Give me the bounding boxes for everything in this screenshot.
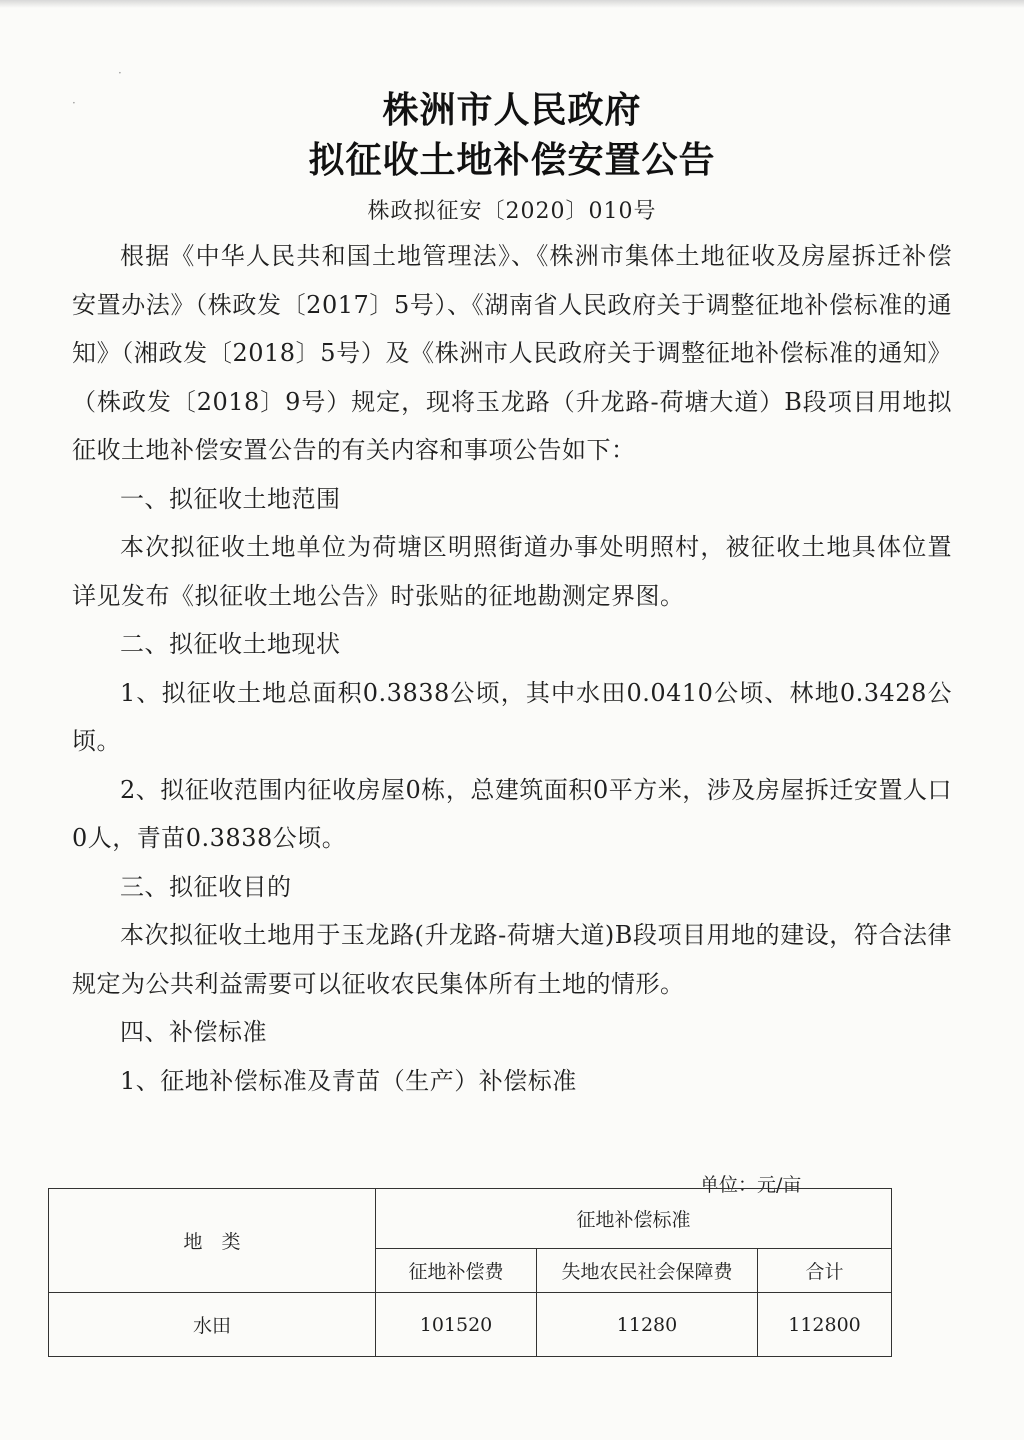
table-header-row	[49, 1189, 892, 1249]
cell-comp-fee: 101520	[376, 1293, 537, 1357]
header-social-security: 失地农民社会保障费	[537, 1249, 758, 1293]
header-land-type: 地 类	[49, 1189, 376, 1293]
notice-title: 拟征收土地补偿安置公告	[308, 140, 716, 181]
section3-heading: 三、拟征收目的	[120, 872, 292, 901]
section1-heading: 一、拟征收土地范围	[120, 484, 341, 513]
cell-social-security: 11280	[537, 1293, 758, 1357]
section1-text: 本次拟征收土地单位为荷塘区明照街道办事处明照村，被征收土地具体位置详见发布《拟征收土地公告》时张贴的征地勘测定界图。	[72, 533, 952, 610]
document-number: 株政拟征安〔2020〕010号	[367, 199, 657, 224]
scan-speck: ·	[72, 96, 76, 110]
issuer-title: 株洲市人民政府	[382, 90, 642, 131]
cell-total: 112800	[758, 1293, 892, 1357]
header-total: 合计	[758, 1249, 892, 1293]
header-comp-fee: 征地补偿费	[376, 1249, 537, 1293]
table-row	[49, 1293, 892, 1357]
section2-heading: 二、拟征收土地现状	[120, 630, 341, 658]
header-compensation-standard: 征地补偿标准	[376, 1189, 892, 1249]
notice-body	[72, 232, 952, 1105]
intro-paragraph: 根据《中华人民共和国土地管理法》、《株洲市集体土地征收及房屋拆迁补偿安置办法》（株政发〔2017〕5号）、《湖南省人民政府关于调整征地补偿标准的通知》（湘政发〔2018〕5号）及《株洲市人民政府关于调整征地补偿标准的通知》（株政发〔2018〕9号）规定，现将玉龙路（升龙路-荷塘大道）B段项目用地拟征收土地补偿安置公告的有关内容和事项公告如下：	[72, 242, 952, 464]
section2-item2: 2、拟征收范围内征收房屋0栋，总建筑面积0平方米，涉及房屋拆迁安置人口0人，青苗0.3838公顷。	[72, 775, 952, 852]
section4-item1: 1、征地补偿标准及青苗（生产）补偿标准	[120, 1066, 577, 1095]
scan-edge-shadow	[0, 0, 1024, 8]
table-unit-label: 单位：元/亩	[700, 1174, 802, 1196]
section3-text: 本次拟征收土地用于玉龙路(升龙路-荷塘大道)B段项目用地的建设，符合法律规定为公共利益需要可以征收农民集体所有土地的情形。	[72, 921, 952, 998]
scan-speck: ·	[118, 66, 122, 80]
section2-item1: 1、拟征收土地总面积0.3838公顷，其中水田0.0410公顷、林地0.3428公顷。	[72, 678, 952, 755]
compensation-table	[48, 1188, 892, 1357]
cell-land-type: 水田	[49, 1293, 376, 1357]
section4-heading: 四、补偿标准	[120, 1018, 267, 1046]
